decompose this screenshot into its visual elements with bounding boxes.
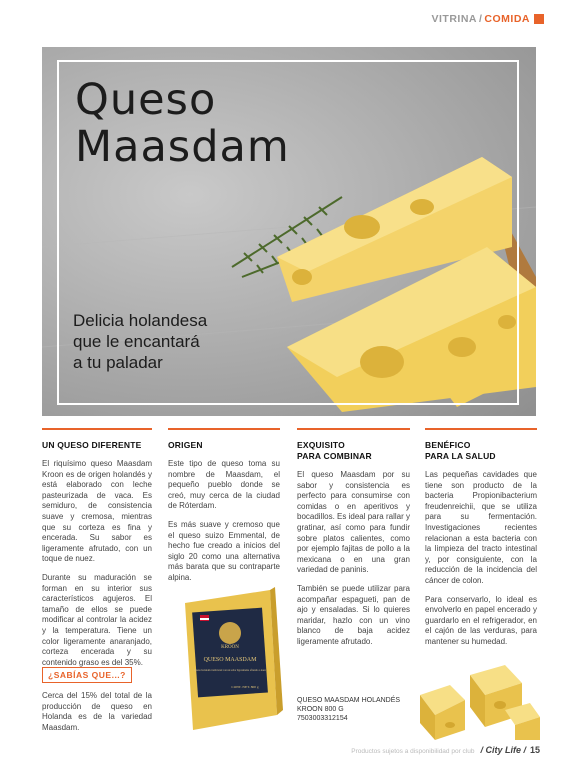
section-separator: / — [478, 13, 483, 25]
product-label-name: QUESO MAASDAM — [203, 657, 257, 663]
column-heading: ORIGEN — [168, 440, 203, 450]
column-rule — [42, 428, 152, 430]
product-caption-line-2: KROON 800 G — [297, 706, 344, 713]
product-caption — [297, 696, 412, 723]
cheese-cubes-image — [410, 655, 540, 740]
product-label-desc: Queso holandés tradicional con un sabor ligeramente afrutado a nuez — [194, 669, 266, 672]
title-line-2: Maasdam — [75, 122, 290, 172]
column-un-queso-diferente — [42, 428, 152, 668]
product-code: 7503003312154 — [297, 715, 348, 722]
hero-subtitle — [73, 310, 207, 373]
column-paragraph: Las pequeñas cavidades que tiene son producto de la bacteria Propionibacterium freudenreichii, que se utiliza para su fermentación. Investigaciones recientes relacionan a esta bacteria con la limpieza del tracto intestinal y, por consiguiente, con la reducción de la incidencia del cáncer de colon. — [425, 470, 537, 585]
page-footer — [351, 745, 540, 755]
section-tag — [431, 13, 544, 25]
column-paragraph: El queso Maasdam por su sabor y consistencia es perfecto para consumirse con comidas o en aperitivos y bocadillos. Es ideal para rallar y gratinar, así como para fundir sobre platos calientes, como por ejemplo fajitas de pollo a la mexicana o en una gran variedad de paninis. — [297, 470, 410, 575]
footer-brand: / City Life / — [480, 745, 526, 755]
hero-image — [42, 47, 536, 416]
product-label-brand: KROON — [221, 645, 239, 650]
column-paragraph: Este tipo de queso toma su nombre de Maasdam, el pequeño pueblo donde se creó, muy cerca de la ciudad de Róterdam. — [168, 459, 280, 511]
subtitle-line-1: Delicia holandesa — [73, 311, 208, 330]
footer-note: Productos sujetos a disponibilidad por club — [351, 748, 475, 755]
section-name: VITRINA — [431, 13, 477, 25]
column-heading: UN QUESO DIFERENTE — [42, 440, 142, 450]
heading-line-2: PARA LA SALUD — [425, 451, 496, 461]
subtitle-line-3: a tu paladar — [73, 353, 163, 372]
did-you-know-tag: ¿SABÍAS QUE...? — [42, 667, 132, 683]
page-title — [75, 77, 290, 171]
category-square-icon — [534, 14, 544, 24]
product-label — [192, 608, 268, 698]
title-line-1: Queso — [75, 75, 217, 125]
subtitle-line-2: que le encantará — [73, 332, 200, 351]
did-you-know-box — [42, 665, 152, 733]
column-rule — [425, 428, 537, 430]
column-rule — [297, 428, 410, 430]
column-paragraph: Es más suave y cremoso que el queso suizo Emmental, de hecho fue creado a inicios del siglo 20 como una alternativa más barata que su contraparte alpina. — [168, 519, 280, 582]
column-rule — [168, 428, 280, 430]
category-name: COMIDA — [484, 13, 530, 25]
heading-line-1: EXQUISITO — [297, 440, 345, 450]
column-paragraph: Para conservarlo, lo ideal es envolverlo en papel encerado y guardarlo en el refrigerador, en el cajón de las verduras, para mantener su humedad. — [425, 594, 537, 646]
heading-line-1: BENÉFICO — [425, 440, 471, 450]
column-paragraph: También se puede utilizar para acompañar espagueti, pan de ajo y ensaladas. Si lo quieres maridar, hazlo con un vino blanco de baja acidez ligeramente afrutado. — [297, 583, 410, 646]
column-heading — [297, 440, 410, 462]
column-paragraph: Durante su maduración se forman en su interior sus característicos agujeros. El tamaño de ellos se puede modificar al controlar la acidez y la temperatura. Tiene un color ligeramente anaranjado, corteza encerada y su contenido graso es del 35%. — [42, 572, 152, 667]
heading-line-2: PARA COMBINAR — [297, 451, 372, 461]
column-paragraph: El riquísimo queso Maasdam Kroon es de origen holandés y está elaborado con leche pasteurizada de vaca. Es semiduro, de consistencia suave y cremosa, mientras que su corteza es fina y encerada. Su sabor es ligeramente afrutado, con un toque de nuez. — [42, 459, 152, 564]
column-exquisito — [297, 428, 410, 648]
column-origen — [168, 428, 280, 584]
crown-icon — [219, 622, 241, 644]
column-heading — [425, 440, 537, 462]
page-number: 15 — [529, 745, 540, 755]
column-benefico — [425, 428, 537, 648]
did-you-know-text: Cerca del 15% del total de la producción de queso en Holanda es de la variedad Maasdam. — [42, 691, 152, 732]
product-image — [175, 585, 285, 735]
product-label-weight: CONT. NET. 800 g — [231, 685, 259, 689]
product-caption-line-1: QUESO MAASDAM HOLANDÉS — [297, 697, 401, 704]
